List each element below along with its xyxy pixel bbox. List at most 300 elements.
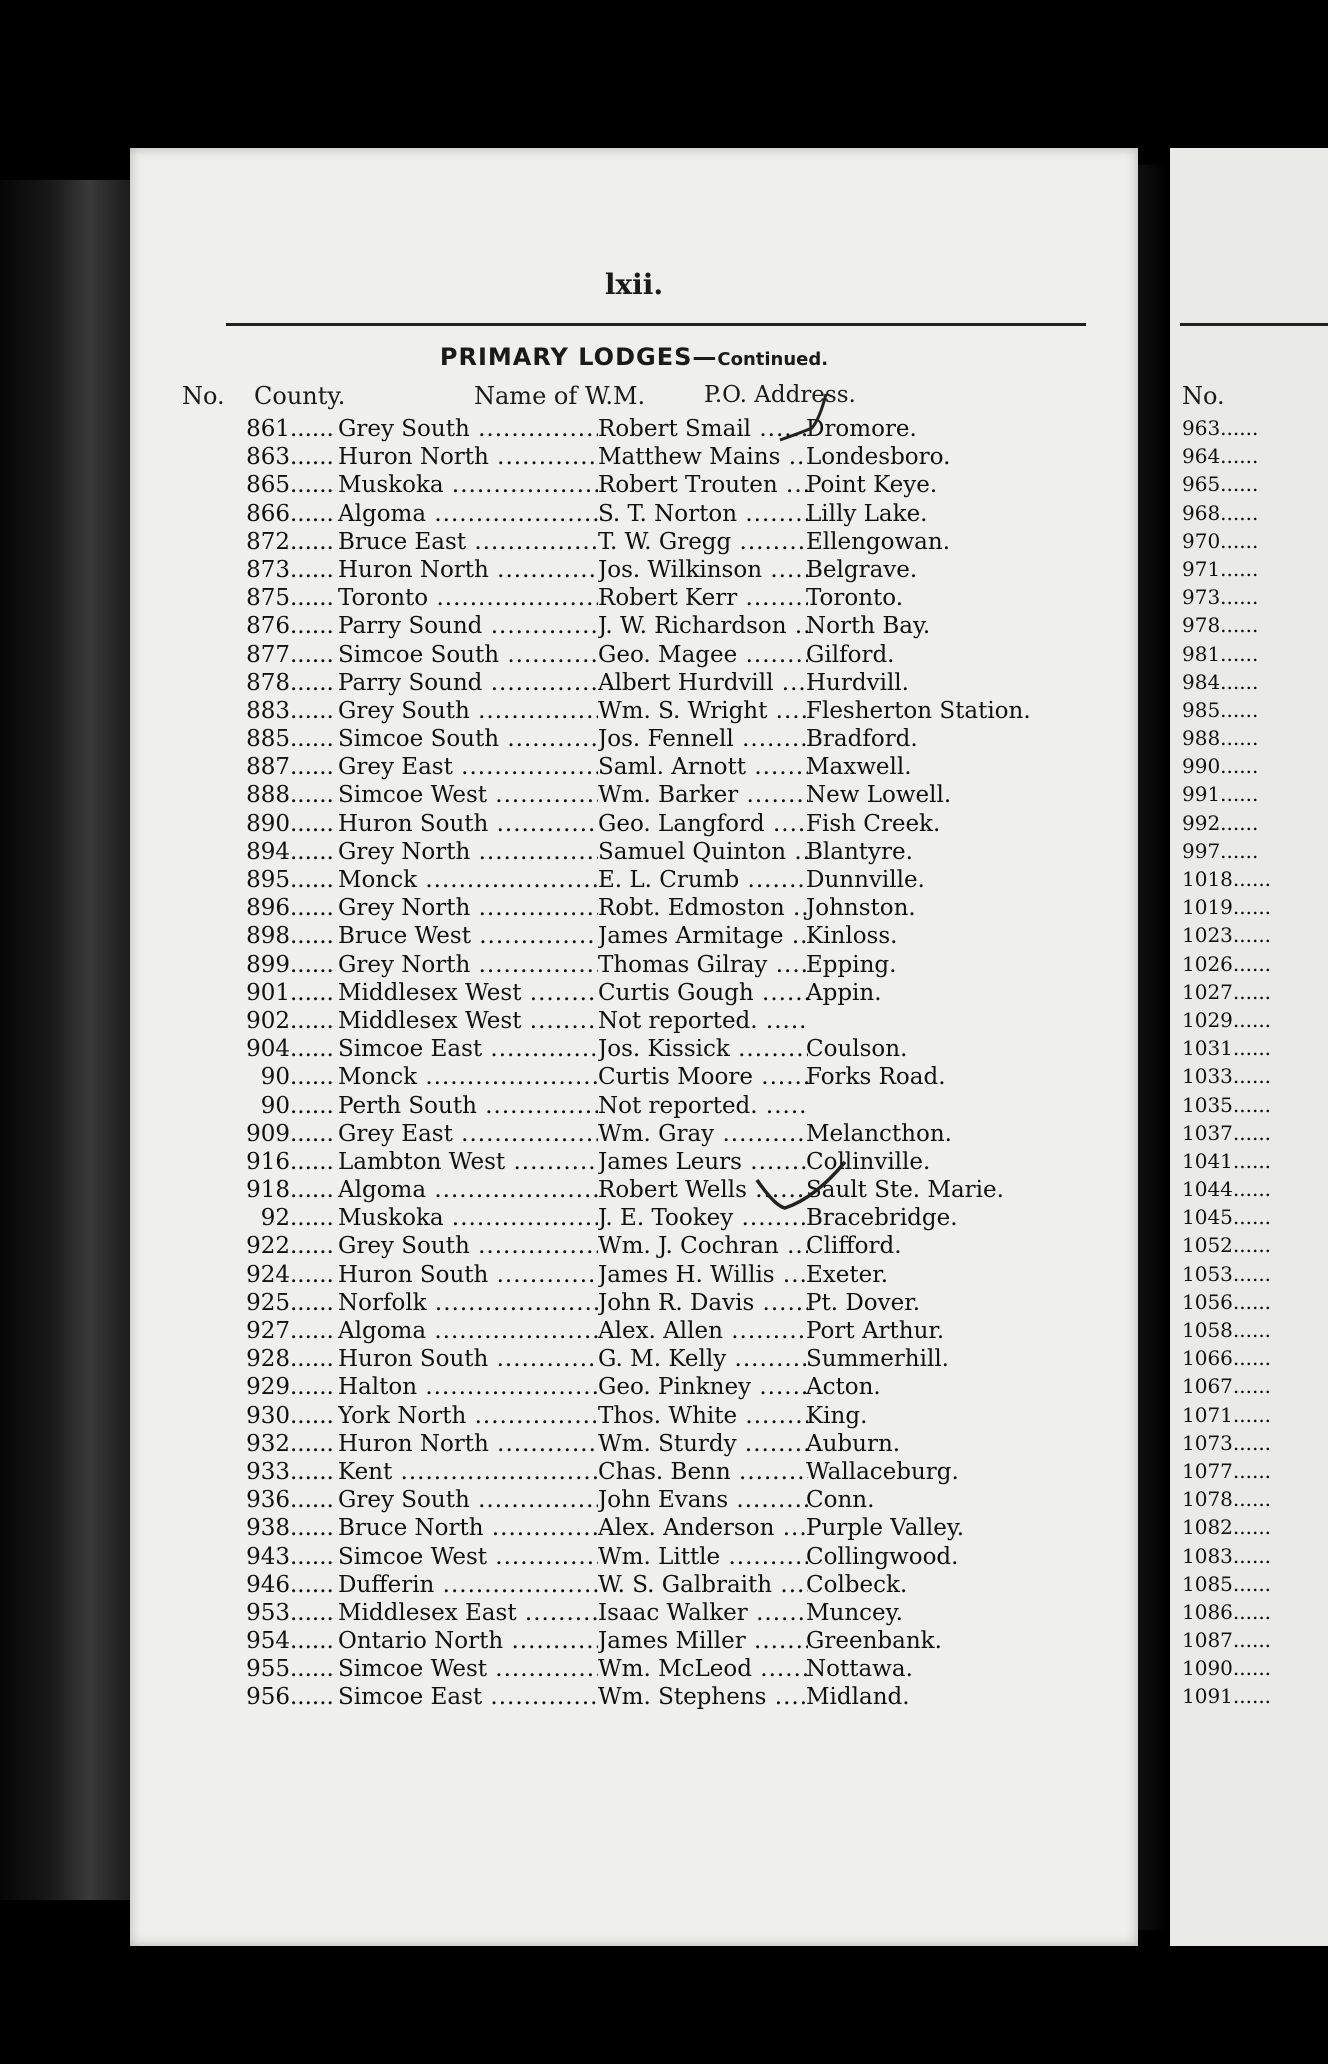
lodge-row <box>130 1149 1138 1177</box>
leader-dots <box>290 1628 338 1654</box>
lodge-county: Huron North ..... <box>338 1431 598 1457</box>
lodge-number: 876 <box>246 613 290 640</box>
leader-dots <box>290 1374 338 1400</box>
lodge-number: 943 <box>246 1543 290 1570</box>
lodge-number: 887 <box>246 754 290 781</box>
lodge-address: Sault Ste. Marie. <box>806 1177 1004 1204</box>
facing-lodge-number: 990...... <box>1182 754 1259 779</box>
facing-lodge-number: 1045...... <box>1182 1205 1272 1230</box>
facing-lodge-number: 1067...... <box>1182 1374 1272 1399</box>
lodge-address: Clifford. <box>806 1233 902 1260</box>
lodge-row <box>130 1572 1138 1600</box>
leader-dots <box>290 444 338 470</box>
lodge-row <box>130 1656 1138 1684</box>
lodge-county: Simcoe West ..... <box>338 1544 598 1570</box>
lodge-row <box>130 952 1138 980</box>
lodge-number: 90 <box>260 1092 290 1119</box>
lodge-number: 890 <box>246 810 290 837</box>
facing-lodge-number: 1053...... <box>1182 1261 1272 1286</box>
lodge-address: Bradford. <box>806 726 918 753</box>
lodge-row <box>130 557 1138 585</box>
lodge-county: Algoma ..... <box>338 1318 598 1344</box>
facing-lodge-number: 973...... <box>1182 585 1259 610</box>
lodge-number: 946 <box>246 1571 290 1598</box>
lodge-number: 916 <box>246 1148 290 1175</box>
lodge-master-name: Wm. S. Wright ..... <box>598 698 808 724</box>
leader-dots <box>290 1121 338 1147</box>
lodge-county: Huron North ..... <box>338 444 598 470</box>
lodge-master-name: Not reported. ..... <box>598 1093 808 1119</box>
lodge-county: York North ..... <box>338 1403 598 1429</box>
leader-dots <box>290 782 338 808</box>
column-header-address: P.O. Address. <box>704 382 856 408</box>
lodge-number: 932 <box>246 1430 290 1457</box>
facing-lodge-number: 1029...... <box>1182 1007 1272 1032</box>
lodge-master-name: Robert Smail ..... <box>598 416 808 442</box>
lodge-master-name: Robert Kerr ..... <box>598 585 808 611</box>
lodge-master-name: Geo. Langford ..... <box>598 811 808 837</box>
lodge-number: 925 <box>246 1289 290 1316</box>
lodge-row <box>130 642 1138 670</box>
lodge-master-name: John R. Davis ..... <box>598 1290 808 1316</box>
lodge-address: New Lowell. <box>806 782 952 809</box>
facing-lodge-number: 1033...... <box>1182 1064 1272 1089</box>
facing-lodge-number: 1090...... <box>1182 1656 1272 1681</box>
lodge-master-name: S. T. Norton ..... <box>598 501 808 527</box>
lodge-address: Johnston. <box>806 895 916 922</box>
lodge-county: Simcoe South ..... <box>338 726 598 752</box>
lodge-address: King. <box>806 1402 868 1429</box>
lodge-master-name: Wm. Sturdy ..... <box>598 1431 808 1457</box>
lodge-master-name: Thos. White ..... <box>598 1403 808 1429</box>
leader-dots <box>290 1093 338 1119</box>
facing-lodge-number: 984...... <box>1182 669 1259 694</box>
lodge-row <box>130 670 1138 698</box>
facing-lodge-number: 1073...... <box>1182 1430 1272 1455</box>
lodge-number: 875 <box>246 585 290 612</box>
lodge-row <box>130 1262 1138 1290</box>
facing-lodge-number: 981...... <box>1182 641 1259 666</box>
lodge-row <box>130 1403 1138 1431</box>
lodge-master-name: Not reported. ..... <box>598 1008 808 1034</box>
lodge-master-name: James Armitage ..... <box>598 923 808 949</box>
leader-dots <box>290 1544 338 1570</box>
lodge-master-name: Curtis Moore ..... <box>598 1064 808 1090</box>
column-header-no: No. <box>182 382 225 410</box>
heading-continued: Continued. <box>717 349 829 370</box>
lodge-number: 933 <box>246 1458 290 1485</box>
lodge-county: Monck ..... <box>338 1064 598 1090</box>
lodge-address: Acton. <box>806 1374 881 1401</box>
lodge-number: 901 <box>246 979 290 1006</box>
facing-lodge-number: 1085...... <box>1182 1571 1272 1596</box>
facing-lodge-number: 1018...... <box>1182 867 1272 891</box>
leader-dots <box>290 1036 338 1062</box>
lodge-master-name: Isaac Walker ..... <box>598 1600 808 1626</box>
lodge-master-name: T. W. Gregg ..... <box>598 529 808 555</box>
facing-header-rule <box>1180 323 1328 326</box>
lodge-county: Simcoe West ..... <box>338 1656 598 1682</box>
leader-dots <box>290 613 338 639</box>
facing-lodge-number: 1082...... <box>1182 1515 1272 1540</box>
lodge-master-name: Saml. Arnott ..... <box>598 754 808 780</box>
lodge-master-name: Chas. Benn ..... <box>598 1459 808 1485</box>
lodge-number: 898 <box>246 923 290 950</box>
lodge-row <box>130 1290 1138 1318</box>
lodge-row <box>130 1177 1138 1205</box>
lodge-row <box>130 1459 1138 1487</box>
lodge-row <box>130 1233 1138 1261</box>
lodge-county: Huron South ..... <box>338 811 598 837</box>
lodge-master-name: Jos. Fennell ..... <box>598 726 808 752</box>
lodge-number: 877 <box>246 641 290 668</box>
lodge-number: 955 <box>246 1656 290 1683</box>
lodge-number: 863 <box>246 444 290 471</box>
lodge-master-name: Robert Trouten ..... <box>598 472 808 498</box>
facing-lodge-number: 963...... <box>1182 416 1259 440</box>
leader-dots <box>290 557 338 583</box>
lodge-number: 885 <box>246 726 290 753</box>
leader-dots <box>290 952 338 978</box>
lodge-county: Bruce West ..... <box>338 923 598 949</box>
lodge-address: Maxwell. <box>806 754 912 781</box>
facing-lodge-number: 1052...... <box>1182 1233 1272 1258</box>
lodge-master-name: Albert Hurdvill ..... <box>598 670 808 696</box>
lodge-county: Grey East ..... <box>338 1121 598 1147</box>
lodge-address: Purple Valley. <box>806 1515 965 1542</box>
lodge-county: Grey South ..... <box>338 416 598 442</box>
lodge-master-name: W. S. Galbraith ..... <box>598 1572 808 1598</box>
lodge-row <box>130 1008 1138 1036</box>
lodge-county: Grey South ..... <box>338 698 598 724</box>
lodge-county: Grey North ..... <box>338 839 598 865</box>
facing-lodge-number: 992...... <box>1182 810 1259 835</box>
lodge-address: Summerhill. <box>806 1346 949 1373</box>
lodge-number: 878 <box>246 669 290 696</box>
facing-column-header-no: No. <box>1182 382 1225 410</box>
lodge-number: 902 <box>246 1007 290 1034</box>
lodge-number: 918 <box>246 1177 290 1204</box>
lodge-county: Halton ..... <box>338 1374 598 1400</box>
lodge-row <box>130 1431 1138 1459</box>
lodge-master-name: Alex. Anderson ..... <box>598 1515 808 1541</box>
leader-dots <box>290 754 338 780</box>
facing-lodge-number: 1035...... <box>1182 1092 1272 1117</box>
lodge-address: Conn. <box>806 1487 875 1514</box>
lodge-row <box>130 923 1138 951</box>
facing-lodge-number: 1083...... <box>1182 1543 1272 1568</box>
lodge-address: Flesherton Station. <box>806 697 1031 724</box>
lodge-county: Grey South ..... <box>338 1233 598 1259</box>
facing-lodge-number: 1087...... <box>1182 1628 1272 1653</box>
lodge-row <box>130 613 1138 641</box>
page-number: lxii. <box>604 268 664 301</box>
lodge-number: 896 <box>246 895 290 922</box>
heading-main: PRIMARY LODGES— <box>439 343 718 371</box>
lodge-number: 861 <box>246 416 290 442</box>
lodge-county: Toronto ..... <box>338 585 598 611</box>
lodge-row <box>130 1515 1138 1543</box>
lodge-address: Bracebridge. <box>806 1205 958 1232</box>
lodge-master-name: James Miller ..... <box>598 1628 808 1654</box>
leader-dots <box>290 642 338 668</box>
lodge-address: Collinville. <box>806 1148 931 1175</box>
lodge-address: Forks Road. <box>806 1064 946 1091</box>
lodge-address: Ellengowan. <box>806 528 951 555</box>
lodge-row <box>130 895 1138 923</box>
lodge-row <box>130 472 1138 500</box>
lodge-master-name: Jos. Wilkinson ..... <box>598 557 808 583</box>
lodge-number: 866 <box>246 500 290 527</box>
lodge-row <box>130 867 1138 895</box>
facing-number-list <box>1170 416 1271 1713</box>
section-heading <box>130 343 1138 371</box>
lodge-row <box>130 698 1138 726</box>
lodge-master-name: John Evans ..... <box>598 1487 808 1513</box>
lodge-master-name: James H. Willis ..... <box>598 1262 808 1288</box>
lodge-row <box>130 980 1138 1008</box>
lodge-county: Lambton West ..... <box>338 1149 598 1175</box>
lodge-county: Muskoka ..... <box>338 472 598 498</box>
lodge-county: Huron South ..... <box>338 1262 598 1288</box>
facing-lodge-number: 1037...... <box>1182 1120 1272 1145</box>
facing-page <box>1170 148 1328 1946</box>
lodge-number: 936 <box>246 1487 290 1514</box>
facing-lodge-number: 1091...... <box>1182 1684 1272 1709</box>
lodge-row <box>130 1487 1138 1515</box>
lodge-master-name: J. E. Tookey ..... <box>598 1205 808 1231</box>
page-lxii <box>130 148 1138 1946</box>
lodge-master-name: Wm. Stephens ..... <box>598 1684 808 1710</box>
facing-lodge-number: 971...... <box>1182 556 1259 581</box>
lodge-address: Wallaceburg. <box>806 1458 959 1485</box>
facing-lodge-number: 965...... <box>1182 472 1259 497</box>
lodge-county: Bruce North ..... <box>338 1515 598 1541</box>
facing-lodge-number: 968...... <box>1182 500 1259 525</box>
lodge-county: Grey South ..... <box>338 1487 598 1513</box>
lodge-address: Muncey. <box>806 1599 903 1626</box>
lodge-number: 90 <box>260 1064 290 1091</box>
facing-lodge-number: 1071...... <box>1182 1402 1272 1427</box>
lodge-row <box>130 1318 1138 1346</box>
leader-dots <box>290 1346 338 1372</box>
lodge-number: 92 <box>260 1205 290 1232</box>
lodge-address: Pt. Dover. <box>806 1289 921 1316</box>
column-header-county: County. <box>254 382 346 410</box>
lodge-number: 928 <box>246 1346 290 1373</box>
lodge-master-name: Wm. J. Cochran ..... <box>598 1233 808 1259</box>
leader-dots <box>290 1684 338 1710</box>
leader-dots <box>290 1318 338 1344</box>
leader-dots <box>290 1572 338 1598</box>
lodge-county: Middlesex West ..... <box>338 1008 598 1034</box>
lodge-address: Exeter. <box>806 1261 889 1288</box>
lodge-master-name: J. W. Richardson ..... <box>598 613 808 639</box>
leader-dots <box>290 1290 338 1316</box>
lodge-row <box>130 1205 1138 1233</box>
lodge-master-name: Wm. Little ..... <box>598 1544 808 1570</box>
lodge-master-name: G. M. Kelly ..... <box>598 1346 808 1372</box>
facing-lodge-number: 964...... <box>1182 444 1259 469</box>
leader-dots <box>290 501 338 527</box>
leader-dots <box>290 1515 338 1541</box>
lodge-master-name: Robt. Edmoston ..... <box>598 895 808 921</box>
lodge-row <box>130 1628 1138 1656</box>
facing-lodge-number: 1056...... <box>1182 1289 1272 1314</box>
leader-dots <box>290 1008 338 1034</box>
leader-dots <box>290 1262 338 1288</box>
lodge-row <box>130 1600 1138 1628</box>
leader-dots <box>290 1205 338 1231</box>
lodge-county: Norfolk ..... <box>338 1290 598 1316</box>
lodge-row <box>130 416 1138 444</box>
facing-lodge-number: 1027...... <box>1182 979 1272 1004</box>
lodge-row <box>130 1036 1138 1064</box>
pencil-check-mark <box>745 1158 865 1238</box>
lodge-address: Point Keye. <box>806 472 938 499</box>
leader-dots <box>290 1600 338 1626</box>
lodge-number: 904 <box>246 1036 290 1063</box>
lodge-county: Middlesex West ..... <box>338 980 598 1006</box>
lodge-master-name: Matthew Mains ..... <box>598 444 808 470</box>
lodge-county: Muskoka ..... <box>338 1205 598 1231</box>
lodge-county: Monck ..... <box>338 867 598 893</box>
lodge-number: 922 <box>246 1233 290 1260</box>
leader-dots <box>290 1233 338 1259</box>
leader-dots <box>290 1656 338 1682</box>
lodge-county: Simcoe East ..... <box>338 1036 598 1062</box>
lodge-address: North Bay. <box>806 613 931 640</box>
leader-dots <box>290 670 338 696</box>
lodge-number: 927 <box>246 1318 290 1344</box>
lodge-master-name: Jos. Kissick ..... <box>598 1036 808 1062</box>
leader-dots <box>290 1487 338 1513</box>
lodge-master-name: Wm. McLeod ..... <box>598 1656 808 1682</box>
lodge-address: Kinloss. <box>806 923 898 950</box>
lodge-row <box>130 585 1138 613</box>
lodge-row <box>130 782 1138 810</box>
facing-lodge-number: 1077...... <box>1182 1458 1272 1483</box>
facing-lodge-number: 985...... <box>1182 697 1259 722</box>
leader-dots <box>290 1149 338 1175</box>
lodge-row <box>130 1121 1138 1149</box>
lodge-number: 930 <box>246 1402 290 1429</box>
lodge-number: 895 <box>246 867 290 893</box>
lodge-number: 894 <box>246 838 290 865</box>
lodge-address: Dunnville. <box>806 867 925 893</box>
lodge-county: Huron North ..... <box>338 557 598 583</box>
leader-dots <box>290 698 338 724</box>
header-rule <box>226 323 1086 326</box>
lodge-county: Parry Sound ..... <box>338 613 598 639</box>
facing-lodge-number: 978...... <box>1182 613 1259 638</box>
lodge-number: 924 <box>246 1261 290 1288</box>
facing-lodge-number: 1026...... <box>1182 951 1272 976</box>
facing-lodge-number: 1078...... <box>1182 1487 1272 1512</box>
lodge-master-name: James Leurs ..... <box>598 1149 808 1175</box>
lodge-address: Londesboro. <box>806 444 951 471</box>
leader-dots <box>290 529 338 555</box>
facing-lodge-number: 1019...... <box>1182 895 1272 920</box>
lodge-address: Lilly Lake. <box>806 500 928 527</box>
lodge-address: Gilford. <box>806 641 895 668</box>
lodge-number: 909 <box>246 1120 290 1147</box>
leader-dots <box>290 867 338 893</box>
leader-dots <box>290 1177 338 1203</box>
leader-dots <box>290 811 338 837</box>
leader-dots <box>290 895 338 921</box>
lodge-address: Epping. <box>806 951 897 978</box>
lodge-county: Bruce East ..... <box>338 529 598 555</box>
leader-dots <box>290 585 338 611</box>
lodge-number: 953 <box>246 1599 290 1626</box>
column-header-wm: Name of W.M. <box>474 382 646 410</box>
facing-lodge-number: 1041...... <box>1182 1148 1272 1173</box>
lodge-number: 888 <box>246 782 290 809</box>
lodge-county: Huron South ..... <box>338 1346 598 1372</box>
lodge-county: Algoma ..... <box>338 501 598 527</box>
facing-lodge-number: 1086...... <box>1182 1599 1272 1624</box>
lodge-row <box>130 839 1138 867</box>
lodge-address: Collingwood. <box>806 1543 959 1570</box>
lodge-county: Grey North ..... <box>338 895 598 921</box>
lodge-address: Colbeck. <box>806 1571 908 1598</box>
facing-lodge-number: 1058...... <box>1182 1318 1272 1342</box>
leader-dots <box>290 1403 338 1429</box>
leader-dots <box>290 1431 338 1457</box>
lodge-county: Simcoe East ..... <box>338 1684 598 1710</box>
lodge-county: Middlesex East ..... <box>338 1600 598 1626</box>
lodge-master-name: Alex. Allen ..... <box>598 1318 808 1344</box>
lodge-row <box>130 1064 1138 1092</box>
lodge-address: Fish Creek. <box>806 810 941 837</box>
lodge-row <box>130 444 1138 472</box>
facing-lodge-number: 1023...... <box>1182 923 1272 948</box>
lodge-address: Dromore. <box>806 416 917 442</box>
lodge-row <box>130 1374 1138 1402</box>
lodge-master-name: Samuel Quinton ..... <box>598 839 808 865</box>
lodge-master-name: Geo. Pinkney ..... <box>598 1374 808 1400</box>
lodge-number: 873 <box>246 556 290 583</box>
facing-lodge-number: 991...... <box>1182 782 1259 807</box>
lodge-row <box>130 1544 1138 1572</box>
leader-dots <box>290 839 338 865</box>
facing-lodge-number: 997...... <box>1182 838 1259 863</box>
leader-dots <box>290 726 338 752</box>
lodge-county: Parry Sound ..... <box>338 670 598 696</box>
lodge-row <box>130 1684 1138 1712</box>
leader-dots <box>290 980 338 1006</box>
facing-lodge-number: 1066...... <box>1182 1346 1272 1371</box>
lodge-address: Midland. <box>806 1684 910 1711</box>
lodge-number: 956 <box>246 1684 290 1711</box>
lodge-row <box>130 754 1138 782</box>
lodge-address: Melancthon. <box>806 1120 952 1147</box>
lodge-number: 938 <box>246 1515 290 1542</box>
leader-dots <box>290 923 338 949</box>
lodge-number: 865 <box>246 472 290 499</box>
lodge-county: Perth South ..... <box>338 1093 598 1119</box>
lodge-list <box>130 416 1138 1713</box>
pencil-tick-mark <box>770 388 840 458</box>
lodge-number: 872 <box>246 528 290 555</box>
lodge-row <box>130 529 1138 557</box>
lodge-master-name: E. L. Crumb ..... <box>598 867 808 893</box>
lodge-row <box>130 501 1138 529</box>
lodge-master-name: Wm. Barker ..... <box>598 782 808 808</box>
lodge-address: Nottawa. <box>806 1656 913 1683</box>
lodge-number: 954 <box>246 1628 290 1655</box>
